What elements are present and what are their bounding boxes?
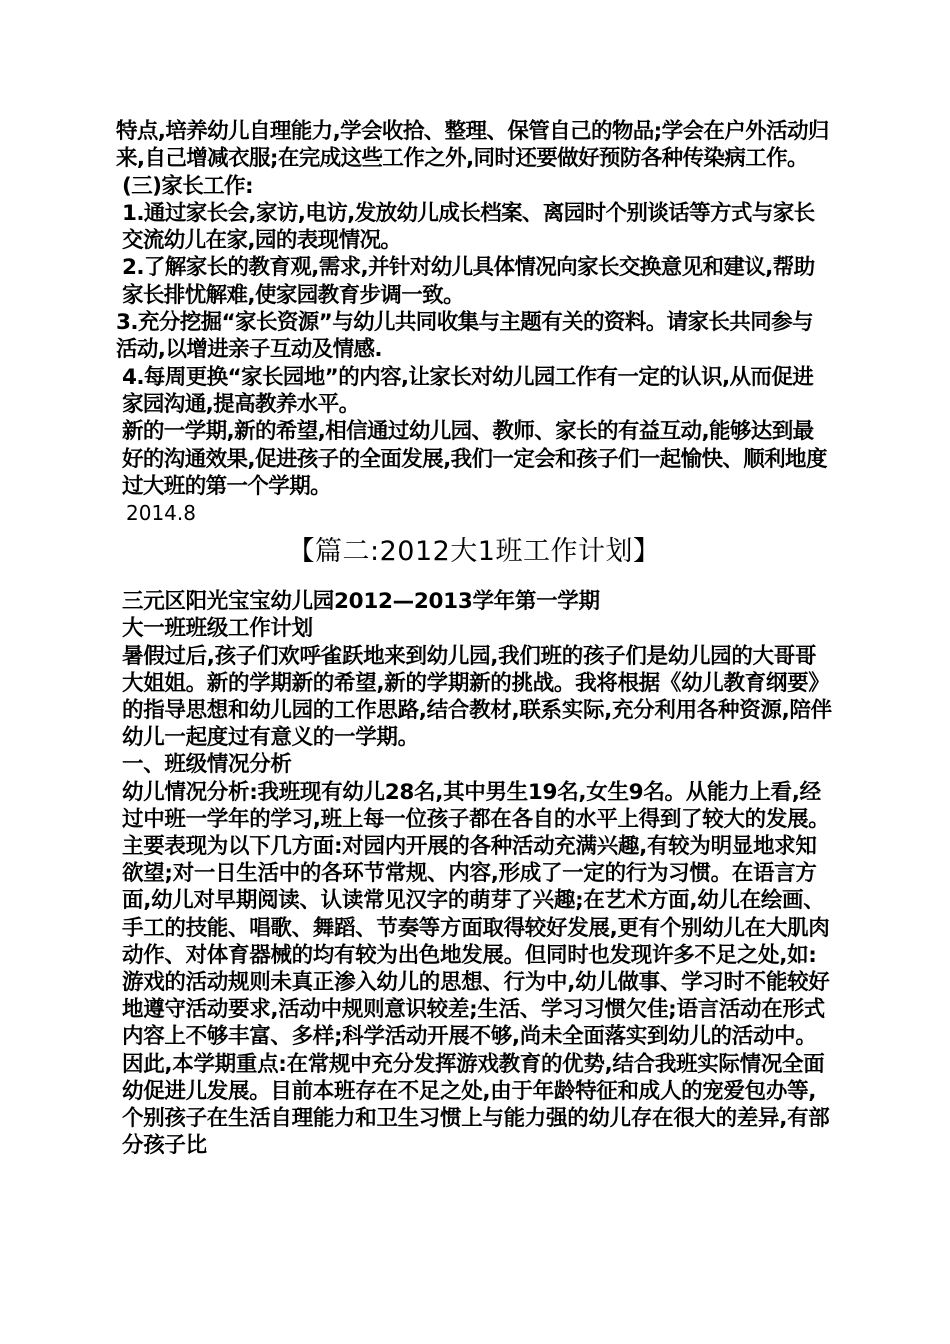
intro-paragraph: 暑假过后,孩子们欢呼雀跃地来到幼儿园,我们班的孩子们是幼儿园的大哥哥大姐姐。新的学期新的希望,新的学期新的挑战。我将根据《幼儿教育纲要》的指导思想和幼儿园的工作思路,结合教材,联系实际,充分利用各种资源,陪伴幼儿一起度过有意义的一学期。 bbox=[122, 643, 832, 751]
parent-item-2: 2.了解家长的教育观,需求,并针对幼儿具体情况向家长交换意见和建议,帮助家长排忧解难,使家园教育步调一致。 bbox=[122, 255, 815, 308]
parent-item-1: 1.通过家长会,家访,电访,发放幼儿成长档案、离园时个别谈话等方式与家长交流幼儿在家,园的表现情况。 bbox=[122, 200, 815, 254]
paragraph-self-care: 特点,培养幼儿自理能力,学会收拾、整理、保管自己的物品;学会在户外活动归来,自己增减衣服;在完成这些工作之外,同时还要做好预防各种传染病工作。 bbox=[116, 119, 829, 172]
closing-paragraph: 新的一学期,新的希望,相信通过幼儿园、教师、家长的有益互动,能够达到最好的沟通效果,促进孩子的全面发展,我们一定会和孩子们一起愉快、顺利地度过大班的第一个学期。 bbox=[122, 419, 827, 499]
heading-class-analysis: 一、班级情况分析 bbox=[122, 752, 292, 778]
document-date: 2014.8 bbox=[126, 501, 196, 526]
school-line: 三元区阳光宝宝幼儿园2012—2013学年第一学期 bbox=[122, 589, 600, 615]
parent-item-3: 3.充分挖掘“家长资源”与幼儿共同收集与主题有关的资料。请家长共同参与活动,以增进亲子互动及情感. bbox=[116, 310, 813, 363]
chapter-title: 【篇二:2012大1班工作计划】 bbox=[287, 536, 661, 568]
analysis-paragraph: 幼儿情况分析:我班现有幼儿28名,其中男生19名,女生9名。从能力上看,经过中班一学年的学习,班上每一位孩子都在各自的水平上得到了较大的发展。主要表现为以下几方面:对园内开展的各种活动充满兴趣,有较为明显地求知欲望;对一日生活中的各环节常规、内容,形成了一定的行为习惯。在语言方面,幼儿对早期阅读、认读常见汉字的萌芽了兴趣;在艺术方面,幼儿在绘画、手工的技能、唱歌、舞蹈、节奏等方面取得较好发展,更有个别幼儿在大肌肉动作、对体育器械的均有较为出色地发展。但同时也发现许多不足之处,如:游戏的活动规则未真正渗入幼儿的思想、行为中,幼儿做事、学习时不能较好地遵守活动要求,活动中规则意识较差;生活、学习习惯欠佳;语言活动在形式内容上不够丰富、多样;科学活动开展不够,尚未全面落实到幼儿的活动中。因此,本学期重点:在常规中充分发挥游戏教育的优势,结合我班实际情况全面幼促进儿发展。目前本班存在不足之处,由于年龄特征和成人的宠爱包办等,个别孩子在生活自理能力和卫生习惯上与能力强的幼儿存在很大的差异,有部分孩子比 bbox=[122, 779, 830, 1159]
plan-title: 大一班班级工作计划 bbox=[122, 616, 313, 642]
heading-parent-work: (三)家长工作: bbox=[122, 173, 253, 199]
document-body bbox=[116, 118, 832, 1159]
parent-item-4: 4.每周更换“家长园地”的内容,让家长对幼儿园工作有一定的认识,从而促进家园沟通,提高教养水平。 bbox=[122, 364, 814, 417]
